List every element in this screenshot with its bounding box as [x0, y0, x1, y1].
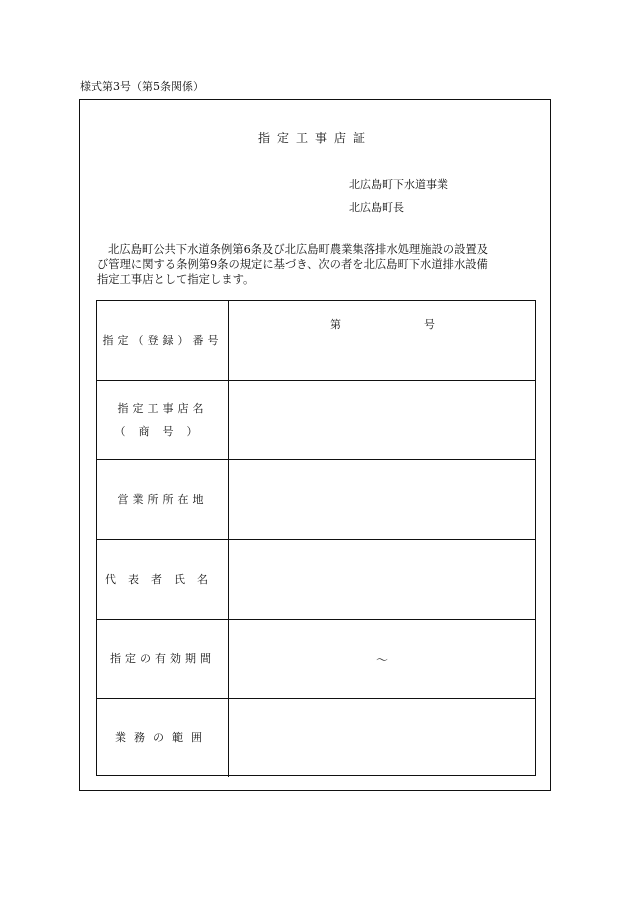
label-cell: [97, 460, 229, 539]
row-shop-name: [97, 380, 535, 459]
certificate-title: 指定工事店証: [257, 131, 372, 145]
label-cell: [97, 301, 229, 380]
label-cell: [97, 540, 229, 619]
representative-value: [229, 540, 535, 619]
validity-period-label: 指定の有効期間: [110, 652, 215, 665]
shop-name-sublabel: （商号）: [114, 424, 211, 438]
office-address-value: [229, 460, 535, 539]
validity-period-value: [229, 620, 535, 698]
statement-line-3: 指定工事店として指定します。: [97, 273, 255, 286]
row-representative: [97, 539, 535, 619]
form-number-label: 様式第3号（第5条関係）: [80, 80, 204, 93]
row-validity-period: [97, 619, 535, 698]
shop-name-value: [229, 381, 535, 459]
certificate-table: [96, 300, 536, 776]
label-cell: [97, 381, 229, 459]
business-scope-value: [229, 699, 535, 777]
designation-statement: [97, 242, 537, 287]
issuer-organization: 北広島町下水道事業: [349, 178, 448, 191]
office-address-label: 営業所所在地: [117, 492, 208, 506]
designation-number-label: 指定（登録）番号: [102, 333, 223, 347]
business-scope-label: 業務の範囲: [115, 731, 210, 744]
statement-line-2: び管理に関する条例第9条の規定に基づき、次の者を北広島町下水道排水設備: [97, 258, 488, 271]
designation-number-value: [229, 301, 535, 380]
label-cell: [97, 699, 229, 777]
number-suffix: 号: [424, 318, 435, 331]
label-cell: [97, 620, 229, 698]
row-designation-number: [97, 301, 535, 380]
statement-line-1: 北広島町公共下水道条例第6条及び北広島町農業集落排水処理施設の設置及: [108, 243, 488, 256]
issuer-mayor: 北広島町長: [349, 201, 404, 214]
shop-name-label: 指定工事店名: [117, 401, 208, 415]
period-range-mark: ～: [375, 652, 388, 667]
representative-label: 代表者氏名: [105, 572, 220, 586]
row-business-scope: [97, 698, 535, 777]
row-office-address: [97, 459, 535, 539]
number-prefix: 第: [330, 318, 341, 331]
